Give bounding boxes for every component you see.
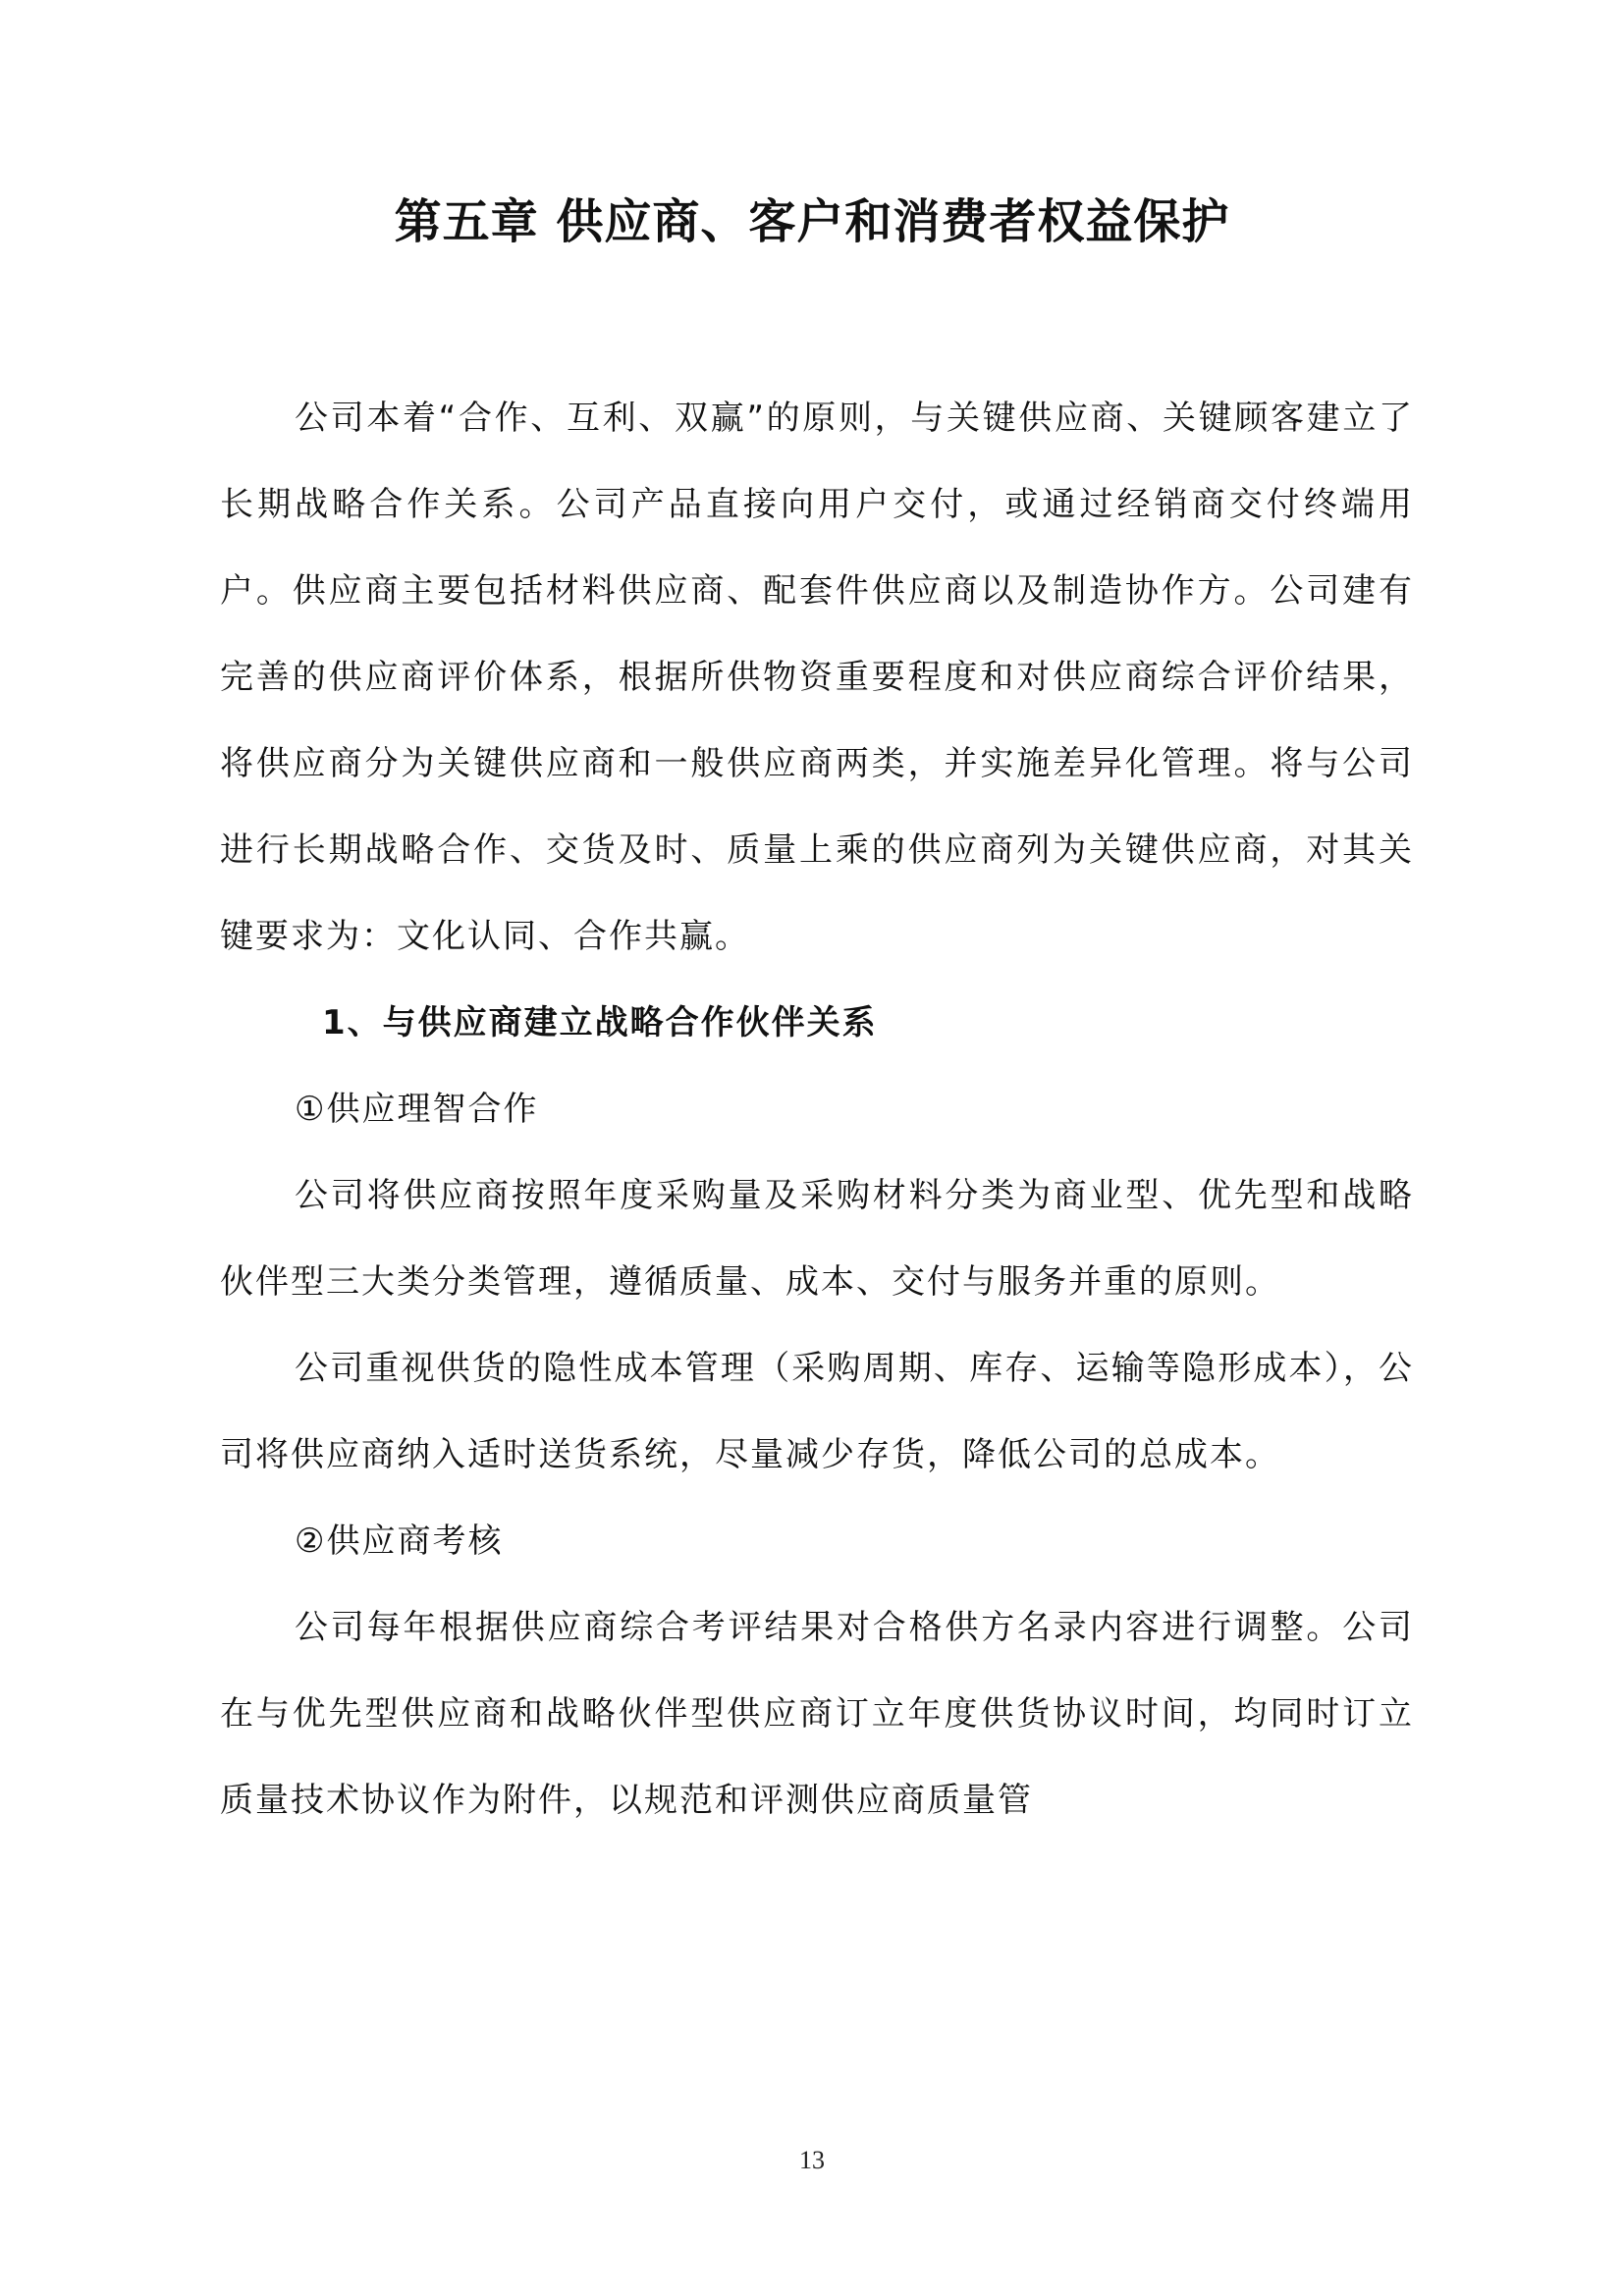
- hidden-cost-paragraph: 公司重视供货的隐性成本管理（采购周期、库存、运输等隐形成本），公司将供应商纳入适时送货系统，尽量减少存货，降低公司的总成本。: [220, 1349, 1414, 1474]
- supplier-assessment-paragraph: 公司每年根据供应商综合考评结果对合格供方名录内容进行调整。公司在与优先型供应商和战略伙伴型供应商订立年度供货协议时间，均同时订立质量技术协议作为附件，以规范和评测供应商质量管: [220, 1608, 1414, 1820]
- supplier-classification-paragraph: 公司将供应商按照年度采购量及采购材料分类为商业型、优先型和战略伙伴型三大类分类管理，遵循质量、成本、交付与服务并重的原则。: [220, 1176, 1414, 1302]
- intro-paragraph: 公司本着“合作、互利、双赢”的原则，与关键供应商、关键顾客建立了长期战略合作关系。公司产品直接向用户交付，或通过经销商交付终端用户。供应商主要包括材料供应商、配套件供应商以及制造协作方。公司建有完善的供应商评价体系，根据所供物资重要程度和对供应商综合评价结果，将供应商分为关键供应商和一般供应商两类，并实施差异化管理。将与公司进行长期战略合作、交货及时、质量上乘的供应商列为关键供应商，对其关键要求为：文化认同、合作共赢。: [220, 399, 1414, 956]
- chapter-title: 第五章 供应商、客户和消费者权益保护: [394, 194, 1230, 249]
- chapter-body: [220, 375, 1414, 1843]
- item-heading-supplier-assessment: ②供应商考核: [295, 1522, 504, 1561]
- item-heading-rational-cooperation: ①供应理智合作: [295, 1090, 539, 1129]
- page-number: 13: [799, 2146, 825, 2174]
- section-heading-supplier-partnership: 1、与供应商建立战略合作伙伴关系: [322, 1003, 878, 1042]
